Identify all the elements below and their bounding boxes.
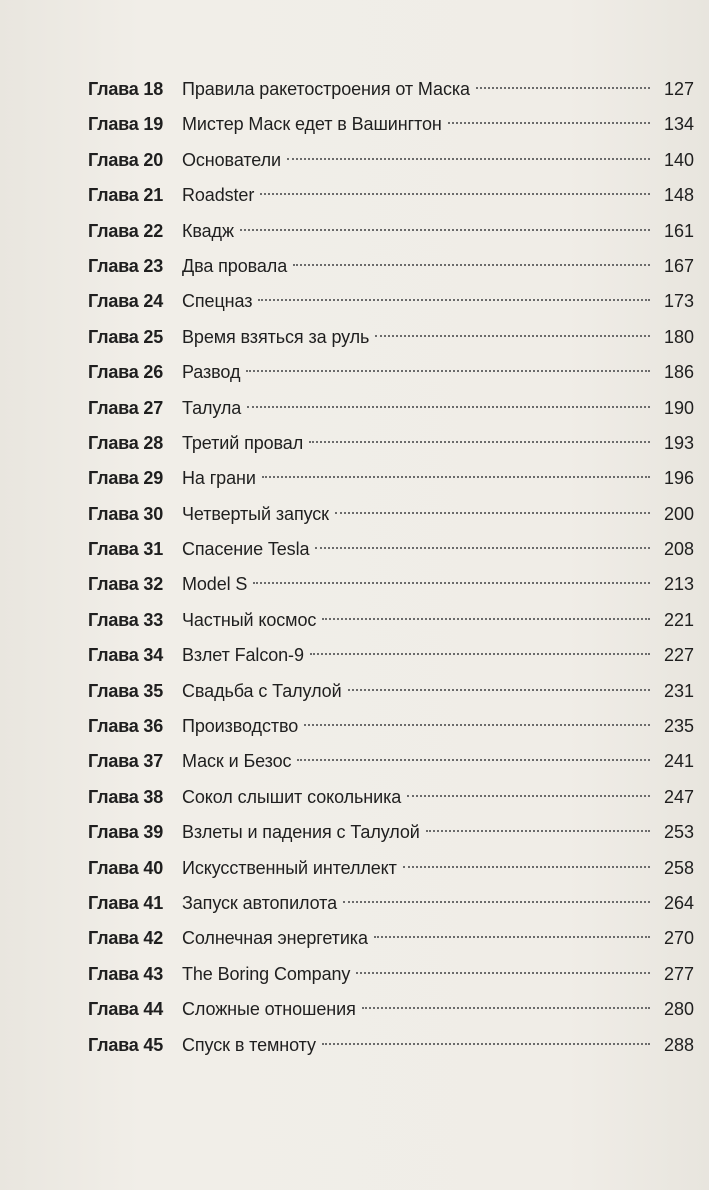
page-number: 235 xyxy=(663,716,694,737)
chapter-title: Два провала xyxy=(182,255,288,276)
dot-leader xyxy=(310,653,650,655)
toc-entry xyxy=(88,744,694,779)
toc-entry xyxy=(88,638,694,673)
dot-leader xyxy=(375,335,650,337)
chapter-number: Глава 35 xyxy=(88,680,164,701)
chapter-number: Глава 32 xyxy=(88,574,164,595)
chapter-number: Глава 45 xyxy=(88,1034,164,1055)
dot-leader xyxy=(293,264,650,266)
chapter-number: Глава 18 xyxy=(88,79,164,99)
page-number: 270 xyxy=(663,928,694,949)
chapter-number: Глава 39 xyxy=(88,822,164,843)
chapter-title: Развод xyxy=(182,362,241,383)
chapter-title: The Boring Company xyxy=(182,963,351,984)
chapter-number: Глава 42 xyxy=(88,928,164,949)
chapter-number: Глава 31 xyxy=(88,539,164,560)
dot-leader xyxy=(362,1007,650,1009)
dot-leader xyxy=(262,476,650,478)
dot-leader xyxy=(476,87,650,89)
chapter-number: Глава 40 xyxy=(88,857,164,878)
toc-entry xyxy=(88,532,694,567)
toc-entry xyxy=(88,497,694,532)
chapter-title: Взлеты и падения с Талулой xyxy=(182,822,420,843)
chapter-title: Правила ракетостроения от Маска xyxy=(182,79,470,99)
dot-leader xyxy=(322,1043,650,1045)
chapter-title: Мистер Маск едет в Вашингтон xyxy=(182,114,442,135)
chapter-number: Глава 27 xyxy=(88,397,164,418)
chapter-number: Глава 33 xyxy=(88,609,164,630)
page-number: 213 xyxy=(663,574,694,595)
page-number: 227 xyxy=(663,645,694,666)
dot-leader xyxy=(309,441,650,443)
toc-entry xyxy=(88,178,694,213)
chapter-title: Свадьба с Талулой xyxy=(182,680,342,701)
chapter-number: Глава 23 xyxy=(88,255,164,276)
chapter-title: Производство xyxy=(182,716,299,737)
page-number: 148 xyxy=(663,185,694,206)
chapter-number: Глава 21 xyxy=(88,185,164,206)
page-number: 180 xyxy=(663,326,694,347)
page-number: 264 xyxy=(663,892,694,913)
page-number: 200 xyxy=(663,503,694,524)
chapter-title: Roadster xyxy=(182,185,255,206)
chapter-title: Искусственный интеллект xyxy=(182,857,397,878)
dot-leader xyxy=(297,759,650,761)
page-number: 277 xyxy=(663,963,694,984)
toc-entry xyxy=(88,709,694,744)
chapter-title: Солнечная энергетика xyxy=(182,928,368,949)
chapter-title: Спуск в темноту xyxy=(182,1034,316,1055)
toc-entry xyxy=(88,355,694,390)
page-number: 208 xyxy=(663,539,694,560)
dot-leader xyxy=(374,936,650,938)
page-number: 221 xyxy=(663,609,694,630)
page-number: 186 xyxy=(663,362,694,383)
toc-entry xyxy=(88,391,694,426)
chapter-number: Глава 19 xyxy=(88,114,164,135)
chapter-title: Время взяться за руль xyxy=(182,326,370,347)
chapter-title: Основатели xyxy=(182,149,281,170)
chapter-number: Глава 37 xyxy=(88,751,164,772)
page-number: 190 xyxy=(663,397,694,418)
chapter-title: На грани xyxy=(182,468,256,489)
toc-entry xyxy=(88,992,694,1027)
chapter-number: Глава 38 xyxy=(88,786,164,807)
chapter-title: Сложные отношения xyxy=(182,999,356,1020)
chapter-number: Глава 25 xyxy=(88,326,164,347)
toc-entry xyxy=(88,214,694,249)
dot-leader xyxy=(426,830,650,832)
page-number: 280 xyxy=(663,999,694,1020)
toc-entry xyxy=(88,957,694,992)
chapter-title: Спецназ xyxy=(182,291,253,312)
dot-leader xyxy=(322,618,650,620)
toc-entry xyxy=(88,815,694,850)
dot-leader xyxy=(287,158,650,160)
toc-entry xyxy=(88,249,694,284)
chapter-number: Глава 20 xyxy=(88,149,164,170)
chapter-number: Глава 29 xyxy=(88,468,164,489)
toc-entry xyxy=(88,921,694,956)
page-number: 134 xyxy=(663,114,694,135)
page-number: 173 xyxy=(663,291,694,312)
toc-entry xyxy=(88,1028,694,1063)
toc-entry xyxy=(88,461,694,496)
chapter-title: Третий провал xyxy=(182,432,304,453)
chapter-number: Глава 30 xyxy=(88,503,164,524)
page-number: 127 xyxy=(663,79,694,99)
page-number: 193 xyxy=(663,432,694,453)
toc-entry xyxy=(88,107,694,142)
dot-leader xyxy=(448,122,650,124)
chapter-number: Глава 41 xyxy=(88,892,164,913)
dot-leader xyxy=(407,795,650,797)
dot-leader xyxy=(260,193,650,195)
dot-leader xyxy=(335,512,650,514)
dot-leader xyxy=(403,866,650,868)
chapter-title: Сокол слышит сокольника xyxy=(182,786,402,807)
dot-leader xyxy=(348,689,650,691)
dot-leader xyxy=(240,229,650,231)
page-number: 247 xyxy=(663,786,694,807)
page-number: 196 xyxy=(663,468,694,489)
toc-entry xyxy=(88,603,694,638)
page-number: 161 xyxy=(663,220,694,241)
toc-entry xyxy=(88,143,694,178)
toc-entry xyxy=(88,72,694,107)
table-of-contents xyxy=(88,72,694,1063)
chapter-number: Глава 36 xyxy=(88,716,164,737)
page-number: 288 xyxy=(663,1034,694,1055)
dot-leader xyxy=(343,901,650,903)
chapter-number: Глава 43 xyxy=(88,963,164,984)
chapter-number: Глава 22 xyxy=(88,220,164,241)
toc-entry xyxy=(88,780,694,815)
toc-entry xyxy=(88,320,694,355)
chapter-title: Частный космос xyxy=(182,609,317,630)
chapter-number: Глава 28 xyxy=(88,432,164,453)
toc-entry xyxy=(88,674,694,709)
page-number: 167 xyxy=(663,255,694,276)
page-number: 140 xyxy=(663,149,694,170)
toc-entry xyxy=(88,851,694,886)
chapter-number: Глава 24 xyxy=(88,291,164,312)
dot-leader xyxy=(253,582,650,584)
chapter-title: Маск и Безос xyxy=(182,751,292,772)
dot-leader xyxy=(258,299,650,301)
dot-leader xyxy=(304,724,650,726)
toc-entry xyxy=(88,886,694,921)
page-number: 231 xyxy=(663,680,694,701)
dot-leader xyxy=(356,972,650,974)
toc-entry xyxy=(88,284,694,319)
chapter-title: Талула xyxy=(182,397,242,418)
chapter-title: Model S xyxy=(182,574,248,595)
chapter-title: Четвертый запуск xyxy=(182,503,329,524)
dot-leader xyxy=(246,370,650,372)
page-number: 241 xyxy=(663,751,694,772)
chapter-title: Запуск автопилота xyxy=(182,892,338,913)
page-number: 253 xyxy=(663,822,694,843)
chapter-number: Глава 34 xyxy=(88,645,164,666)
page-number: 258 xyxy=(663,857,694,878)
dot-leader xyxy=(315,547,650,549)
toc-entry xyxy=(88,426,694,461)
toc-entry xyxy=(88,567,694,602)
chapter-number: Глава 26 xyxy=(88,362,164,383)
chapter-title: Квадж xyxy=(182,220,234,241)
chapter-title: Взлет Falcon-9 xyxy=(182,645,304,666)
dot-leader xyxy=(247,406,650,408)
chapter-title: Спасение Tesla xyxy=(182,539,310,560)
chapter-number: Глава 44 xyxy=(88,999,164,1020)
